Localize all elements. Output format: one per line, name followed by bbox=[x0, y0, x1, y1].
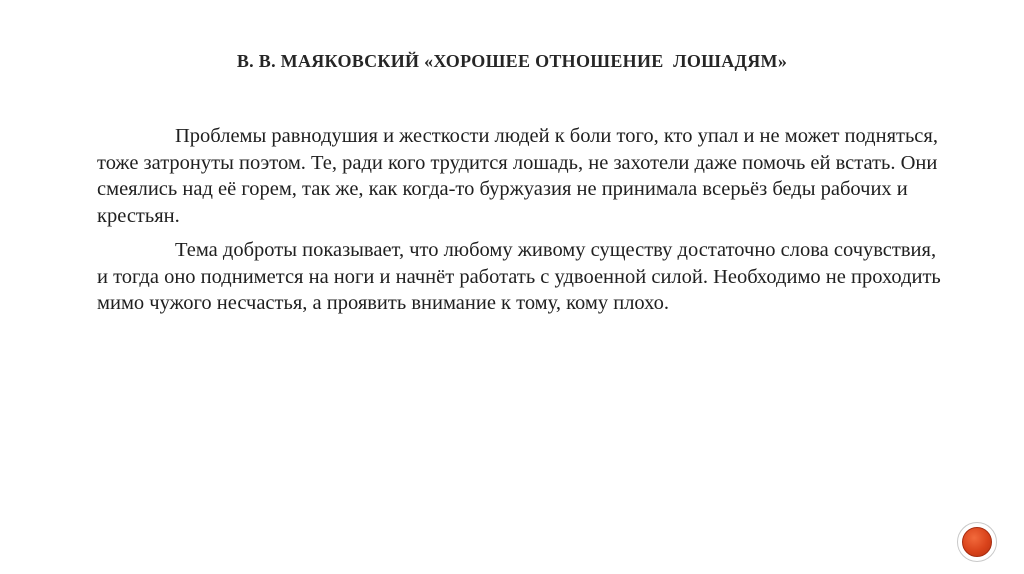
orange-circle-icon bbox=[962, 527, 992, 557]
paragraph-1: Проблемы равнодушия и жесткости людей к боли того, кто упал и не может подняться, тоже затронуты поэтом. Те, ради кого трудится лошадь, не захотели даже помочь ей встать. Они смеялись над её горем, так же, как когда-то буржуазия не принимала всерьёз беды рабочих и крестьян. bbox=[97, 125, 938, 227]
slide-body bbox=[97, 123, 947, 325]
paragraph-2: Тема доброты показывает, что любому живому существу достаточно слова сочувствия, и тогда оно поднимется на ноги и начнёт работать с удвоенной силой. Необходимо не проходить мимо чужого несчастья, а проявить внимание к тому, кому плохо. bbox=[97, 239, 941, 314]
slide-title: В. В. МАЯКОВСКИЙ «ХОРОШЕЕ ОТНОШЕНИЕ ЛОШАДЯМ» bbox=[236, 51, 788, 71]
slide-nav-button[interactable] bbox=[957, 522, 997, 562]
